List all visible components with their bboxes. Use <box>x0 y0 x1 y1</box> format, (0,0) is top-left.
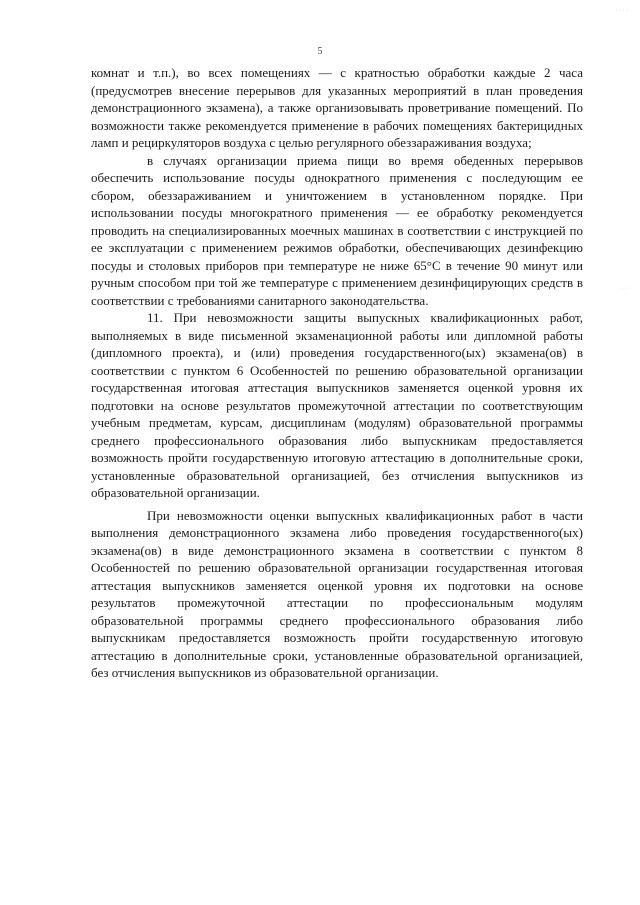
paragraph-item-11: 11. При невозможности защиты выпускных квалификационных работ, выполняемых в виде письменной экзаменационной работы или дипломной работы (дипломного проекта), и (или) проведения государственного(ых) экзамена(ов) в соответствии с пунктом 6 Особенностей по решению образовательной организации государственная итоговая аттестация выпускников заменяется оценкой уровня их подготовки на основе результатов промежуточной аттестации по соответствующим учебным предметам, курсам, дисциплинам (модулям) образовательной программы среднего профессионального образования либо выпускникам предоставляется возможность пройти государственную итоговую аттестацию в дополнительные сроки, установленные образовательной организацией, без отчисления выпускников из образовательной организации. <box>91 310 583 500</box>
page-number: 5 <box>317 46 323 57</box>
paragraph-continuation: комнат и т.п.), во всех помещениях — с кратностью обработки каждые 2 часа (предусмотрев внесение перерывов для указанных мероприятий в план проведения демонстрационного экзамена), а также организовывать проветривание помещений. По возможности также рекомендуется применение в рабочих помещениях бактерицидных ламп и рециркуляторов воздуха с целью регулярного обеззараживания воздуха; <box>91 65 583 150</box>
document-body <box>91 64 583 682</box>
paragraph-meals: в случаях организации приема пищи во время обеденных перерывов обеспечить использование посуды однократного применения с последующим ее сбором, обеззараживанием и уничтожением в установленном порядке. При использовании посуды многократного применения — ее обработку рекомендуется проводить на специализированных моечных машинах в соответствии с инструкцией по ее эксплуатации с применением режимов обработки, обеспечивающих дезинфекцию посуды и столовых приборов при температуре не ниже 65°С в течение 90 минут или ручным способом при той же температуре с применением дезинфицирующих средств в соответствии с требованиями санитарного законодательства. <box>91 152 583 308</box>
scan-corner-mark: · · · · <box>615 8 628 14</box>
paragraph-demo-exam: При невозможности оценки выпускных квалификационных работ в части выполнения демонстрационного экзамена либо проведения государственного(ых) экзамена(ов) в виде демонстрационного экзамена в соответствии с пунктом 8 Особенностей по решению образовательной организации государственная итоговая аттестация выпускников заменяется оценкой уровня их подготовки на основе результатов промежуточной аттестации по профессиональным модулям образовательной программы среднего профессионального образования либо выпускникам предоставляется возможность пройти государственную итоговую аттестацию в дополнительные сроки, установленные образовательной организацией, без отчисления выпускников из образовательной организации. <box>91 507 583 680</box>
scan-side-mark: · · · <box>621 286 630 292</box>
